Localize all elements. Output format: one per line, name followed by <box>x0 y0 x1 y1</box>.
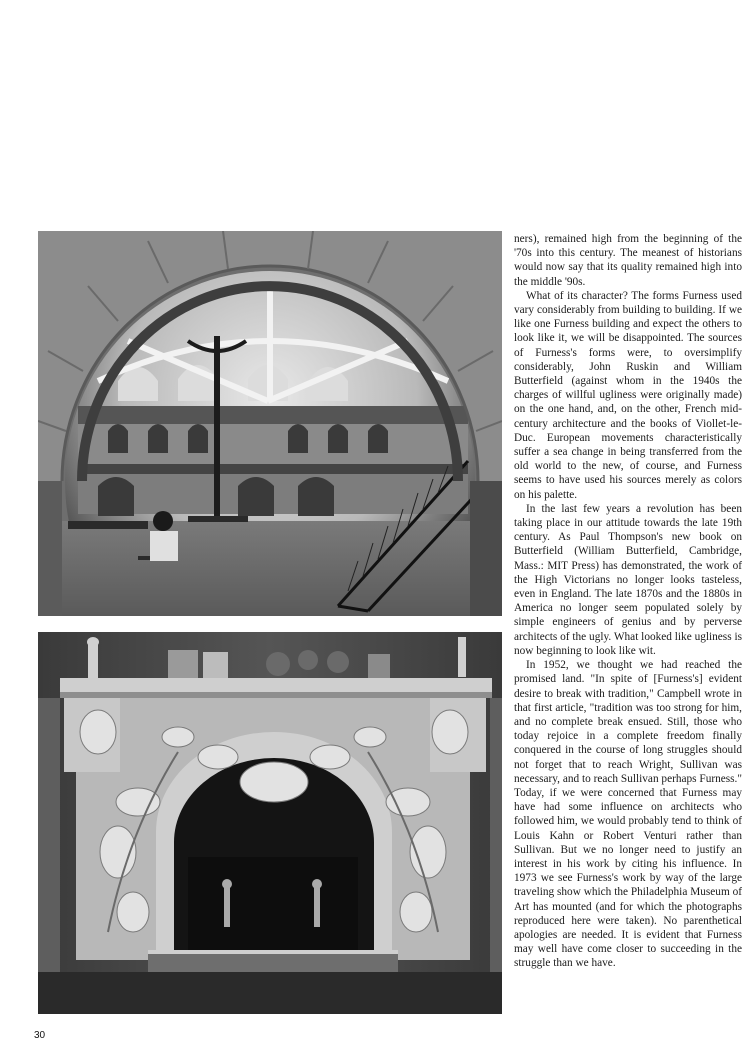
article-text-column <box>514 232 742 971</box>
carved-fireplace-photo <box>38 632 502 1014</box>
library-interior-image <box>38 231 502 616</box>
fireplace-image <box>38 632 502 1014</box>
library-reading-room-photo <box>38 231 502 616</box>
paragraph-1952: In 1952, we thought we had reached the promised land. "In spite of [Furness's] evident desire to break with tradition," Campbell wrote in that first article, "tradition was too strong for him, and no complete break ensued. Still, those who today rejoice in a complete freedom finally conquered in the course of long struggles should not forget that to reach Wright, Sullivan was necessary, and to reach Sullivan perhaps Furness." Today, if we were concerned that Furness may have had some influence on architects who followed him, we would probably tend to think of Louis Kahn or Robert Venturi rather than Sullivan. But we no longer need to justify an interest in his work by citing his influence. In 1973 we see Furness's work by way of the large traveling show which the Philadelphia Museum of Art has mounted (and for which the photographs reproduced here were taken). No parenthetical apologies are needed. It is evident that Furness may well have come closer to succeeding in the struggle than we have. <box>514 659 742 970</box>
paragraph-revolution: In the last few years a revolution has been taking place in our attitude towards the late 19th century. As Paul Thompson's new book on Butterfield (William Butterfield, Cambridge, Mass.: MIT Press) has demonstrated, the work of the High Victorians no longer looks tasteless, even in England. The late 1870s and the 1880s in America no longer seem populated solely by simple engineers of genius and by perverse architects of the ugly. What looked like ugliness is now beginning to look like wit. <box>514 502 742 657</box>
paragraph-character: What of its character? The forms Furness used vary considerably from building to building. If we like one Furness building and expect the others to look like it, we will be disappointed. The sources of Furness's forms were, to oversimplify considerably, John Ruskin and William Butterfield (against whom in the 1940s the charges of willful ugliness were originally made) on the one hand, and, on the other, French mid-century architecture and the books of Viollet-le-Duc. European movements characteristically suffer a sea change in being transferred from the old world to the new, of course, and Furness seems to have used his sources merely as colors on his palette. <box>514 289 742 501</box>
page-number: 30 <box>34 1030 46 1041</box>
paragraph-continuation: ners), remained high from the beginning of the '70s into this century. The meanest of historians would now say that its quality remained high into the middle '90s. <box>514 233 742 288</box>
